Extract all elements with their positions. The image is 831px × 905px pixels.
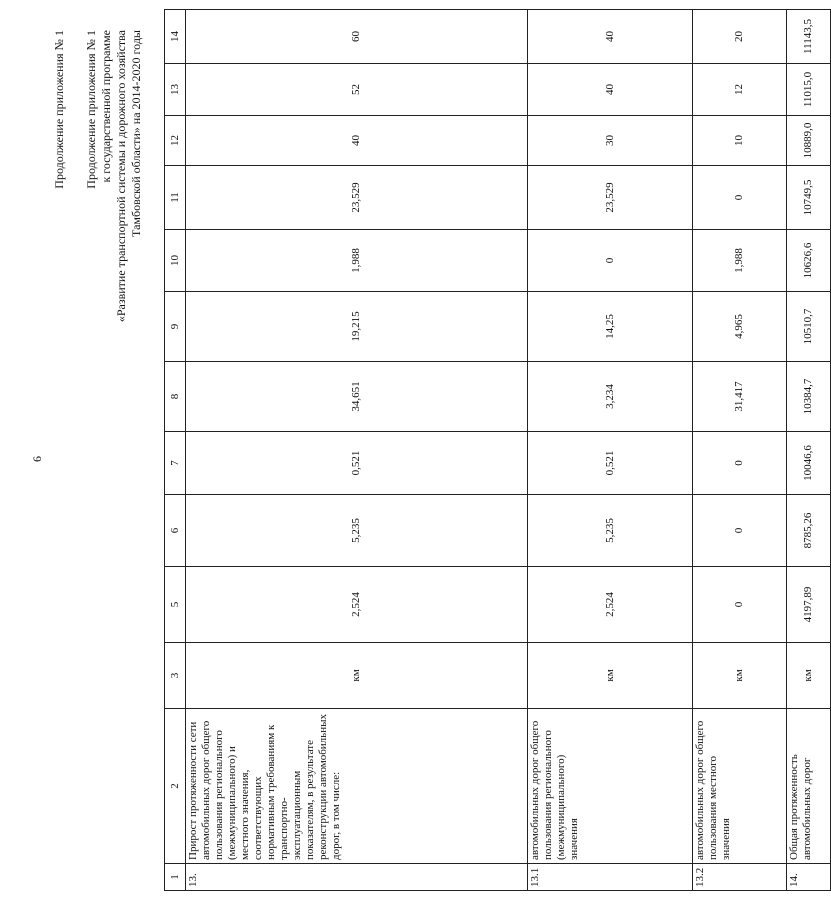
- header-cell: 14: [165, 10, 186, 64]
- value-cell: 19,215: [186, 292, 528, 362]
- header-cell: 11: [165, 166, 186, 230]
- value-cell: 1,988: [186, 230, 528, 292]
- value-cell: 10749,5: [787, 166, 831, 230]
- value-cell: 0: [528, 230, 693, 292]
- value-cell: 34,651: [186, 362, 528, 432]
- program-line-2: к государственной программе: [99, 30, 113, 183]
- program-line-1: Продолжение приложения № 1: [84, 30, 98, 189]
- indicator-name: автомобильных дорог общего пользования местного значения: [693, 709, 787, 864]
- value-cell: 40: [186, 116, 528, 166]
- unit-cell: км: [528, 643, 693, 709]
- value-cell: 23,529: [186, 166, 528, 230]
- header-cell: 13: [165, 64, 186, 116]
- value-cell: 30: [528, 116, 693, 166]
- unit-cell: км: [186, 643, 528, 709]
- value-cell: 40: [528, 64, 693, 116]
- header-cell: 5: [165, 567, 186, 643]
- indicator-name: Прирост протяженности сети автомобильных дорог общего пользования регионального (межмуниципального) и местного значения, соответствующих нормативным требованиям к транспортно-эксплуатационным показателям, в результате реконструкции автомобильных дорог, в том числе:: [186, 709, 528, 864]
- row-number: 13.1: [528, 864, 693, 891]
- indicator-name: автомобильных дорог общего пользования регионального (межмуниципального) значения: [528, 709, 693, 864]
- value-cell: 0: [693, 567, 787, 643]
- value-cell: 0: [693, 432, 787, 495]
- value-cell: 5,235: [528, 495, 693, 567]
- value-cell: 2,524: [186, 567, 528, 643]
- indicator-name: Общая протяженность автомобильных дорог: [787, 709, 831, 864]
- appendix-title: Продолжение приложения № 1: [52, 30, 66, 189]
- header-cell: 12: [165, 116, 186, 166]
- value-cell: 14,25: [528, 292, 693, 362]
- header-cell: 6: [165, 495, 186, 567]
- value-cell: 23,529: [528, 166, 693, 230]
- header-cell: 10: [165, 230, 186, 292]
- header-cell: 3: [165, 643, 186, 709]
- value-cell: 11015,0: [787, 64, 831, 116]
- value-cell: 1,988: [693, 230, 787, 292]
- value-cell: 60: [186, 10, 528, 64]
- value-cell: 0: [693, 495, 787, 567]
- program-line-3: «Развитие транспортной системы и дорожного хозяйства: [114, 30, 128, 323]
- value-cell: 10: [693, 116, 787, 166]
- header-cell: 1: [165, 864, 186, 891]
- value-cell: 2,524: [528, 567, 693, 643]
- value-cell: 12: [693, 64, 787, 116]
- value-cell: 52: [186, 64, 528, 116]
- table-row: [528, 10, 693, 891]
- header-cell: 2: [165, 709, 186, 864]
- value-cell: 10046,6: [787, 432, 831, 495]
- unit-cell: км: [693, 643, 787, 709]
- header-cell: 8: [165, 362, 186, 432]
- header-cell: 7: [165, 432, 186, 495]
- value-cell: 10626,6: [787, 230, 831, 292]
- value-cell: 4,965: [693, 292, 787, 362]
- value-cell: 8785,26: [787, 495, 831, 567]
- value-cell: 10889,0: [787, 116, 831, 166]
- row-number: 13.: [186, 864, 528, 891]
- indicators-table: [164, 9, 831, 891]
- row-number: 14.: [787, 864, 831, 891]
- program-reference: [84, 30, 144, 322]
- table-row: [186, 10, 528, 891]
- value-cell: 4197,89: [787, 567, 831, 643]
- page-number: 6: [30, 456, 44, 462]
- value-cell: 0,521: [528, 432, 693, 495]
- value-cell: 0,521: [186, 432, 528, 495]
- value-cell: 20: [693, 10, 787, 64]
- table-row: [787, 10, 831, 891]
- header-cell: 9: [165, 292, 186, 362]
- row-number: 13.2: [693, 864, 787, 891]
- unit-cell: км: [787, 643, 831, 709]
- value-cell: 10510,7: [787, 292, 831, 362]
- value-cell: 31,417: [693, 362, 787, 432]
- value-cell: 5,235: [186, 495, 528, 567]
- value-cell: 40: [528, 10, 693, 64]
- value-cell: 11143,5: [787, 10, 831, 64]
- value-cell: 10384,7: [787, 362, 831, 432]
- header-row: [165, 10, 186, 891]
- program-line-4: Тамбовской области» на 2014-2020 годы: [129, 30, 143, 237]
- value-cell: 0: [693, 166, 787, 230]
- value-cell: 3,234: [528, 362, 693, 432]
- table-row: [693, 10, 787, 891]
